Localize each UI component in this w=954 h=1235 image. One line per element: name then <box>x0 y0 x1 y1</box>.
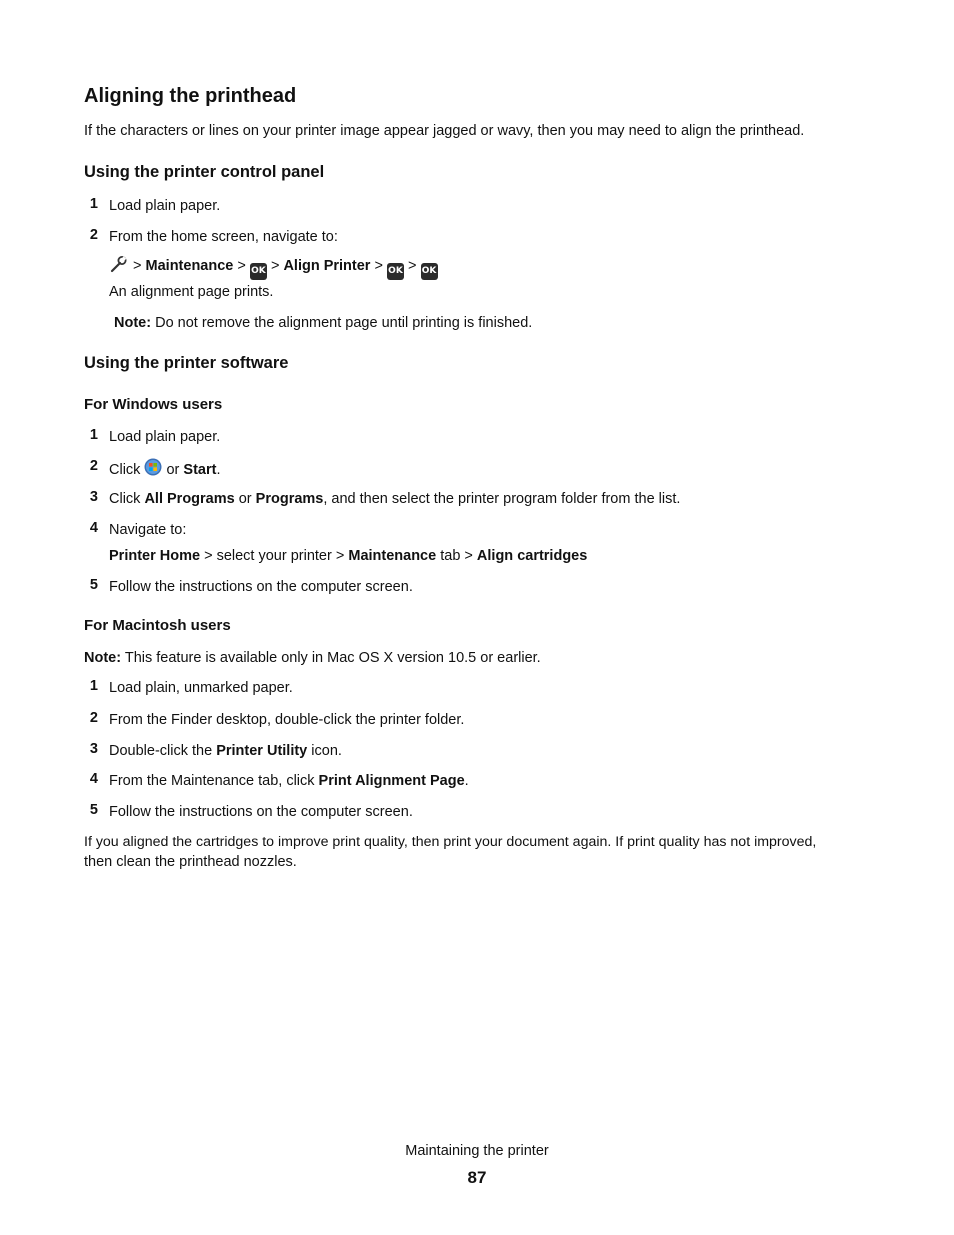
step-text <box>109 458 221 480</box>
step-number: 2 <box>89 227 98 243</box>
page-number: 87 <box>467 1168 487 1187</box>
ok-button-icon: OK <box>421 263 438 280</box>
ok-button-icon: OK <box>387 263 404 280</box>
wrench-icon <box>109 255 129 273</box>
print-alignment-page-label: Print Alignment Page <box>318 773 465 789</box>
note-text: Do not remove the alignment page until printing is finished. <box>155 315 533 331</box>
step-text-part: icon. <box>311 743 342 759</box>
footer-section-title: Maintaining the printer <box>405 1143 549 1159</box>
all-programs-label: All Programs <box>144 491 235 507</box>
step-text-part: . <box>464 773 469 789</box>
note-label: Note: <box>114 315 152 331</box>
windows-start-icon <box>144 458 162 476</box>
subheading-windows: For Windows users <box>84 396 223 413</box>
step-number: 3 <box>89 741 98 757</box>
step-number: 1 <box>89 678 98 694</box>
step-text-part: Click <box>109 462 141 478</box>
step-text <box>109 741 342 761</box>
nav-separator: > <box>237 258 246 274</box>
nav-separator: > <box>408 258 417 274</box>
step-text: From the Finder desktop, double-click the printer folder. <box>109 712 465 728</box>
closing-paragraph-line: If you aligned the cartridges to improve print quality, then print your document again. If print quality has not improved, <box>84 834 817 850</box>
intro-paragraph: If the characters or lines on your printer image appear jagged or wavy, then you may need to align the printhead. <box>84 123 805 139</box>
nav-text: tab > <box>436 548 477 564</box>
step-number: 4 <box>89 771 98 787</box>
step-number: 2 <box>89 710 98 726</box>
step-text-part: or <box>166 462 180 478</box>
step-number: 2 <box>89 458 98 474</box>
step-number: 1 <box>89 196 98 212</box>
nav-align-cartridges: Align cartridges <box>476 548 588 564</box>
nav-separator: > <box>133 258 142 274</box>
ok-button-icon: OK <box>250 263 267 280</box>
step-text: Load plain, unmarked paper. <box>109 680 293 696</box>
section-heading-software: Using the printer software <box>84 354 289 372</box>
nav-align-printer: Align Printer <box>283 258 371 274</box>
step-number: 5 <box>89 802 98 818</box>
step-text: Follow the instructions on the computer screen. <box>109 804 413 820</box>
nav-maintenance: Maintenance <box>348 548 437 564</box>
step-text: Load plain paper. <box>109 198 221 214</box>
step-text-part: From the Maintenance tab, click <box>109 773 315 789</box>
note-text: This feature is available only in Mac OS X version 10.5 or earlier. <box>124 650 541 666</box>
page-title: Aligning the printhead <box>84 85 297 107</box>
step-result-text: An alignment page prints. <box>109 284 274 300</box>
subheading-macintosh: For Macintosh users <box>84 617 231 634</box>
navigation-path <box>109 255 438 280</box>
section-heading-control-panel: Using the printer control panel <box>84 163 325 181</box>
printer-utility-label: Printer Utility <box>216 743 308 759</box>
programs-label: Programs <box>255 491 324 507</box>
step-text: From the home screen, navigate to: <box>109 229 338 245</box>
step-text-part: . <box>216 462 221 478</box>
start-label: Start <box>183 462 217 478</box>
step-text <box>109 489 680 509</box>
step-text: Follow the instructions on the computer screen. <box>109 579 413 595</box>
step-text: Navigate to: <box>109 522 187 538</box>
nav-separator: > <box>374 258 383 274</box>
step-text: Load plain paper. <box>109 429 221 445</box>
navigation-path <box>109 546 587 566</box>
closing-paragraph-line: then clean the printhead nozzles. <box>84 854 297 870</box>
nav-maintenance: Maintenance <box>145 258 234 274</box>
note-label: Note: <box>84 650 122 666</box>
nav-separator: > <box>270 258 280 274</box>
step-number: 4 <box>89 520 98 536</box>
step-text-part: , and then select the printer program folder from the list. <box>323 491 681 507</box>
step-number: 5 <box>89 577 98 593</box>
step-text-part: or <box>238 491 252 507</box>
step-text-part: Click <box>109 491 141 507</box>
note <box>114 313 532 333</box>
step-text-part: Double-click the <box>109 743 213 759</box>
step-number: 3 <box>89 489 98 505</box>
nav-text: > select your printer > <box>200 548 349 564</box>
note <box>84 648 541 668</box>
step-number: 1 <box>89 427 98 443</box>
step-text <box>109 771 469 791</box>
nav-printer-home: Printer Home <box>109 548 201 564</box>
